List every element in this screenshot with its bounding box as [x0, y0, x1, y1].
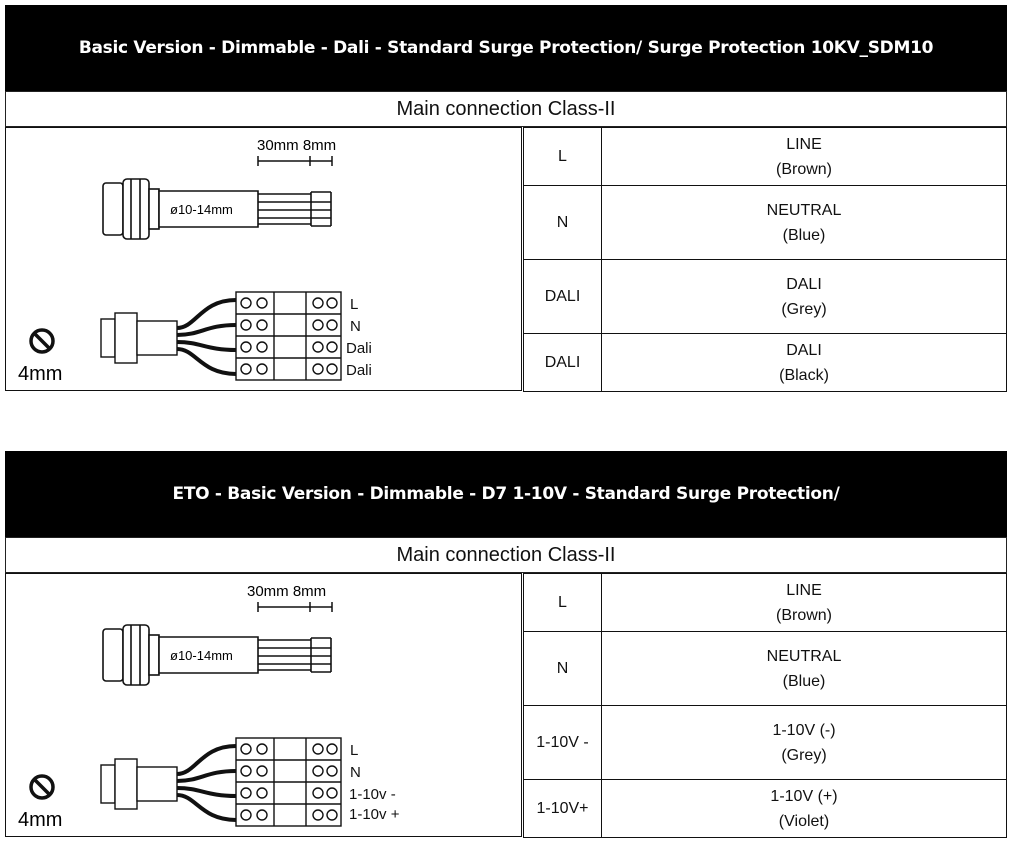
terminal-block-icon: [101, 738, 341, 826]
wire-description: DALI (Grey): [602, 260, 1007, 334]
cable-connection-diagram: [6, 574, 523, 838]
cable-connection-diagram: [6, 128, 523, 392]
table-row: [524, 128, 1007, 186]
wire-description: 1-10V (-) (Grey): [602, 706, 1007, 780]
terminal-label-4: Dali: [346, 362, 372, 379]
dimension-marks: [258, 156, 332, 166]
section-subtitle: Main connection Class-II: [5, 537, 1007, 573]
terminal-code: N: [524, 632, 602, 706]
cable-diagram-panel: [5, 127, 522, 391]
strip-length-label: 30mm 8mm: [257, 137, 337, 154]
terminal-code: 1-10V -: [524, 706, 602, 780]
wire-description: 1-10V (+) (Violet): [602, 780, 1007, 838]
terminal-code: DALI: [524, 334, 602, 392]
terminal-label-4: 1-10v +: [349, 806, 400, 823]
table-row: [524, 780, 1007, 838]
terminal-code: L: [524, 128, 602, 186]
terminal-label-3: Dali: [346, 340, 372, 357]
table-row: [524, 574, 1007, 632]
strip-length-label: 30mm 8mm: [247, 583, 327, 600]
no-symbol-icon: [31, 776, 53, 798]
terminal-code: DALI: [524, 260, 602, 334]
tool-size-label: 4mm: [18, 363, 63, 385]
table-row: [524, 186, 1007, 260]
section-title: ETO - Basic Version - Dimmable - D7 1-10V - Standard Surge Protection/: [5, 451, 1007, 537]
gland-diameter-label: ø10-14mm: [170, 202, 233, 217]
wire-description: LINE (Brown): [602, 574, 1007, 632]
section-title: Basic Version - Dimmable - Dali - Standard Surge Protection/ Surge Protection 10KV_SDM10: [5, 5, 1007, 91]
terminal-table: [523, 127, 1007, 392]
table-row: [524, 260, 1007, 334]
terminal-code: L: [524, 574, 602, 632]
tool-size-label: 4mm: [18, 809, 63, 831]
table-row: [524, 334, 1007, 392]
terminal-code: 1-10V+: [524, 780, 602, 838]
terminal-code: N: [524, 186, 602, 260]
no-symbol-icon: [31, 330, 53, 352]
cable-diagram-panel: [5, 573, 522, 837]
wire-description: NEUTRAL (Blue): [602, 186, 1007, 260]
terminal-label-3: 1-10v -: [349, 786, 396, 803]
wire-description: NEUTRAL (Blue): [602, 632, 1007, 706]
terminal-label-2: N: [350, 318, 361, 335]
terminal-table: [523, 573, 1007, 838]
terminal-label-2: N: [350, 764, 361, 781]
table-row: [524, 706, 1007, 780]
terminal-block-icon: [101, 292, 341, 380]
dimension-marks: [258, 602, 332, 612]
table-row: [524, 632, 1007, 706]
terminal-label-1: L: [350, 742, 359, 759]
wire-description: LINE (Brown): [602, 128, 1007, 186]
gland-diameter-label: ø10-14mm: [170, 648, 233, 663]
wire-description: DALI (Black): [602, 334, 1007, 392]
section-subtitle: Main connection Class-II: [5, 91, 1007, 127]
terminal-label-1: L: [350, 296, 359, 313]
